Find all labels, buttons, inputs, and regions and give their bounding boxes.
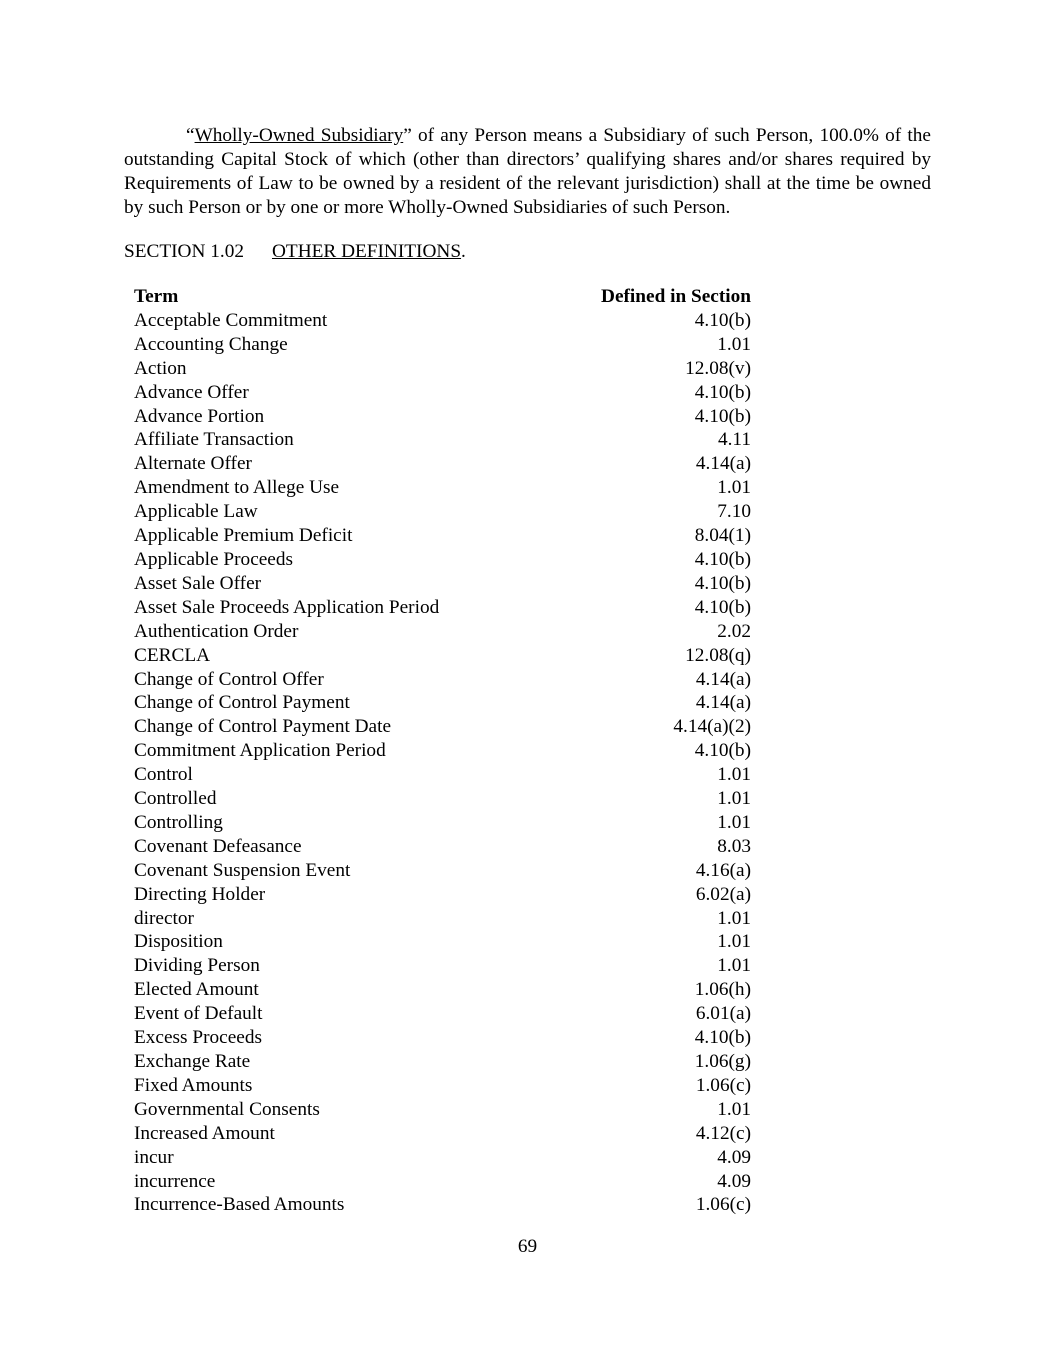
section-cell: 4.10(b) <box>694 572 751 594</box>
term-cell: Applicable Premium Deficit <box>134 525 353 547</box>
term-cell: Disposition <box>134 931 223 953</box>
table-row <box>134 452 751 476</box>
section-cell: 4.10(b) <box>694 309 751 331</box>
term-cell: incur <box>134 1146 174 1168</box>
table-row <box>134 524 751 548</box>
section-cell: 1.06(c) <box>695 1074 751 1096</box>
term-cell: Increased Amount <box>134 1122 275 1144</box>
table-row <box>134 787 751 811</box>
section-cell: 4.10(b) <box>694 405 751 427</box>
section-cell: 1.01 <box>717 907 751 929</box>
term-cell: Excess Proceeds <box>134 1027 262 1049</box>
section-cell: 4.16(a) <box>695 859 751 881</box>
table-row <box>134 620 751 644</box>
term-cell: Change of Control Payment Date <box>134 716 392 738</box>
section-cell: 4.11 <box>717 429 751 451</box>
term-cell: Authentication Order <box>134 620 299 642</box>
term-cell: Elected Amount <box>134 979 259 1001</box>
table-row <box>134 691 751 715</box>
section-cell: 2.02 <box>717 620 751 642</box>
term-cell: Change of Control Offer <box>134 668 324 690</box>
section-cell: 4.14(a) <box>695 453 751 475</box>
section-cell: 4.09 <box>717 1170 751 1192</box>
table-row <box>134 309 751 333</box>
term-cell: Action <box>134 357 187 379</box>
term-cell: Affiliate Transaction <box>134 429 294 451</box>
section-cell: 4.10(b) <box>694 1027 751 1049</box>
definition-text: of any Person means a Subsidiary of such Person, 100.0% of the outstanding Capital Stock of which (other than directors’ qualifying shares and/or shares required by Requirements of Law to be owned by a resident of the relevant jurisdiction) shall at the time be owned by such Person or by one or more Wholly-Owned Subsidiaries of such Person. <box>124 125 931 218</box>
term-cell: Incurrence-Based Amounts <box>134 1194 345 1216</box>
definitions-table <box>134 285 751 1217</box>
section-cell: 4.10(b) <box>694 596 751 618</box>
term-cell: director <box>134 907 194 929</box>
wholly-owned-subsidiary-definition <box>124 124 931 220</box>
table-row <box>134 1026 751 1050</box>
close-quote: ” <box>403 125 412 146</box>
table-row <box>134 1050 751 1074</box>
term-cell: incurrence <box>134 1170 216 1192</box>
section-cell: 6.01(a) <box>695 1003 751 1025</box>
table-row <box>134 333 751 357</box>
table-row <box>134 596 751 620</box>
term-cell: Fixed Amounts <box>134 1074 253 1096</box>
term-cell: Covenant Suspension Event <box>134 859 351 881</box>
table-row <box>134 548 751 572</box>
term-cell: Change of Control Payment <box>134 692 350 714</box>
section-cell: 4.10(b) <box>694 381 751 403</box>
table-row <box>134 572 751 596</box>
table-row <box>134 1122 751 1146</box>
section-cell: 1.01 <box>717 477 751 499</box>
table-row <box>134 1074 751 1098</box>
term-cell: Event of Default <box>134 1003 263 1025</box>
section-cell: 1.06(c) <box>695 1194 751 1216</box>
table-row <box>134 1146 751 1170</box>
term-cell: Control <box>134 764 193 786</box>
header-defined-in-section: Defined in Section <box>601 286 751 307</box>
table-row <box>134 1098 751 1122</box>
section-cell: 1.01 <box>717 931 751 953</box>
term-cell: Directing Holder <box>134 883 266 905</box>
section-cell: 12.08(v) <box>685 357 751 379</box>
section-cell: 1.01 <box>717 764 751 786</box>
term-cell: Covenant Defeasance <box>134 835 302 857</box>
table-row <box>134 859 751 883</box>
term-cell: Advance Offer <box>134 381 249 403</box>
section-heading <box>124 240 466 264</box>
section-cell: 7.10 <box>717 501 751 523</box>
section-cell: 1.01 <box>717 1098 751 1120</box>
table-row <box>134 930 751 954</box>
table-row <box>134 763 751 787</box>
section-cell: 1.06(h) <box>694 979 751 1001</box>
section-cell: 4.14(a)(2) <box>673 716 751 738</box>
term-cell: Exchange Rate <box>134 1051 251 1072</box>
term-cell: Applicable Proceeds <box>134 548 294 570</box>
term-cell: Amendment to Allege Use <box>134 477 340 499</box>
section-cell: 8.04(1) <box>694 525 751 547</box>
term-cell: Applicable Law <box>134 501 258 523</box>
section-cell: 4.09 <box>717 1146 751 1168</box>
table-row <box>134 668 751 692</box>
table-row <box>134 381 751 405</box>
term-cell: Asset Sale Offer <box>134 572 262 594</box>
table-row <box>134 739 751 763</box>
section-cell: 4.14(a) <box>695 692 751 714</box>
definitions-table-body <box>134 309 751 1217</box>
term-cell: Governmental Consents <box>134 1098 320 1120</box>
section-cell: 4.10(b) <box>694 548 751 570</box>
term-cell: Acceptable Commitment <box>134 309 328 331</box>
section-cell: 8.03 <box>717 835 751 857</box>
header-term: Term <box>134 286 179 307</box>
table-row <box>134 1002 751 1026</box>
table-row <box>134 978 751 1002</box>
term-cell: Alternate Offer <box>134 453 252 475</box>
table-row <box>134 715 751 739</box>
term-cell: Asset Sale Proceeds Application Period <box>134 596 440 618</box>
section-number: SECTION 1.02 <box>124 241 244 262</box>
page-number: 69 <box>517 1236 538 1257</box>
section-title-period: . <box>461 241 466 262</box>
table-row <box>134 954 751 978</box>
section-cell: 12.08(q) <box>685 644 751 666</box>
table-row <box>134 883 751 907</box>
section-cell: 1.06(g) <box>694 1051 751 1072</box>
term-cell: Commitment Application Period <box>134 740 386 762</box>
table-row <box>134 500 751 524</box>
section-cell: 1.01 <box>717 333 751 355</box>
term-cell: Dividing Person <box>134 955 260 977</box>
table-row <box>134 644 751 668</box>
table-row <box>134 811 751 835</box>
section-cell: 6.02(a) <box>695 883 751 905</box>
table-row <box>134 428 751 452</box>
table-row <box>134 405 751 429</box>
table-row <box>134 1170 751 1194</box>
section-title: OTHER DEFINITIONS <box>272 241 462 262</box>
section-cell: 1.01 <box>717 788 751 810</box>
term-cell: Controlling <box>134 811 223 833</box>
defined-term: Wholly-Owned Subsidiary <box>194 125 404 146</box>
term-cell: Controlled <box>134 788 217 810</box>
table-row <box>134 357 751 381</box>
term-cell: CERCLA <box>134 644 211 666</box>
table-header-row <box>134 285 751 309</box>
section-cell: 1.01 <box>717 811 751 833</box>
section-cell: 1.01 <box>717 955 751 977</box>
table-row <box>134 476 751 500</box>
term-cell: Accounting Change <box>134 333 288 355</box>
table-row <box>134 835 751 859</box>
table-row <box>134 1193 751 1217</box>
term-cell: Advance Portion <box>134 405 265 427</box>
section-cell: 4.14(a) <box>695 668 751 690</box>
section-cell: 4.10(b) <box>694 740 751 762</box>
table-row <box>134 907 751 931</box>
section-cell: 4.12(c) <box>695 1122 751 1144</box>
open-quote: “ <box>186 125 195 146</box>
